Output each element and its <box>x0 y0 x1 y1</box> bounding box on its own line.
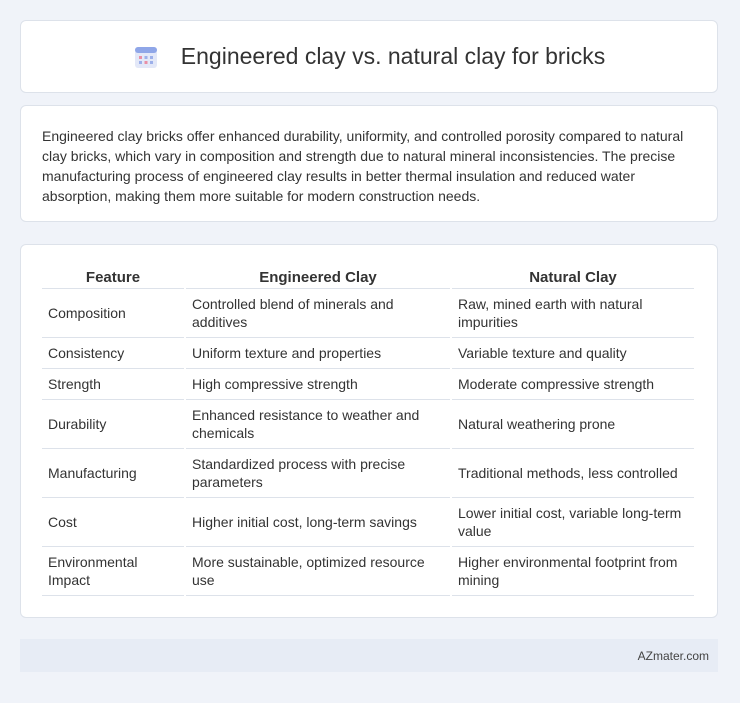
footer-bar <box>20 639 718 672</box>
column-header-natural-clay: Natural Clay <box>452 266 694 289</box>
natural-clay-cell: Variable texture and quality <box>452 338 694 369</box>
table-header-row <box>42 266 694 289</box>
summary-text: Engineered clay bricks offer enhanced durability, uniformity, and controlled porosity compared to natural clay bricks, which vary in composition and strength due to natural mineral inconsistencies. The precise manufacturing process of engineered clay results in better thermal insulation and reduced water absorption, making them more suitable for modern construction needs. <box>42 128 684 204</box>
engineered-clay-cell: Standardized process with precise parameters <box>186 449 450 498</box>
table-row <box>42 400 694 449</box>
natural-clay-cell: Raw, mined earth with natural impurities <box>452 289 694 338</box>
engineered-clay-cell: High compressive strength <box>186 369 450 400</box>
natural-clay-cell: Higher environmental footprint from mining <box>452 547 694 596</box>
natural-clay-cell: Traditional methods, less controlled <box>452 449 694 498</box>
feature-cell: Durability <box>42 400 184 449</box>
feature-cell: Environmental Impact <box>42 547 184 596</box>
natural-clay-cell: Moderate compressive strength <box>452 369 694 400</box>
engineered-clay-cell: Enhanced resistance to weather and chemicals <box>186 400 450 449</box>
column-header-engineered-clay: Engineered Clay <box>186 266 450 289</box>
table-row <box>42 289 694 338</box>
table-row <box>42 547 694 596</box>
footer-brand: AZmater.com <box>637 648 709 663</box>
feature-cell: Strength <box>42 369 184 400</box>
summary-card <box>20 105 718 222</box>
title-card <box>20 20 718 93</box>
calendar-icon <box>133 44 159 70</box>
engineered-clay-cell: Higher initial cost, long-term savings <box>186 498 450 547</box>
natural-clay-cell: Lower initial cost, variable long-term value <box>452 498 694 547</box>
table-row <box>42 338 694 369</box>
feature-cell: Cost <box>42 498 184 547</box>
feature-cell: Consistency <box>42 338 184 369</box>
table-row <box>42 449 694 498</box>
engineered-clay-cell: Controlled blend of minerals and additives <box>186 289 450 338</box>
engineered-clay-cell: Uniform texture and properties <box>186 338 450 369</box>
column-header-feature: Feature <box>42 266 184 289</box>
comparison-table <box>40 266 696 596</box>
table-row <box>42 498 694 547</box>
engineered-clay-cell: More sustainable, optimized resource use <box>186 547 450 596</box>
comparison-card <box>20 244 718 618</box>
natural-clay-cell: Natural weathering prone <box>452 400 694 449</box>
feature-cell: Manufacturing <box>42 449 184 498</box>
feature-cell: Composition <box>42 289 184 338</box>
table-row <box>42 369 694 400</box>
page-title: Engineered clay vs. natural clay for bricks <box>180 43 606 69</box>
